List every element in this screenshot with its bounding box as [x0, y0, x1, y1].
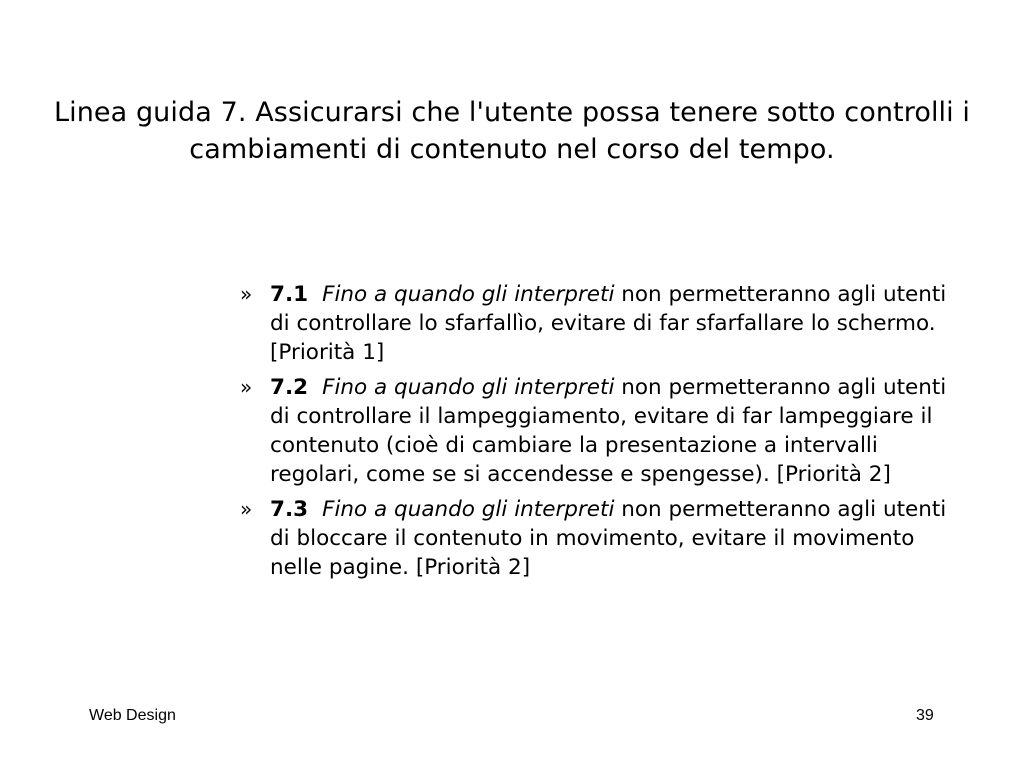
guideline-condition: Fino a quando gli interpreti [322, 282, 615, 307]
guideline-text: non permetteranno agli utenti di controllare lo sfarfallìo, evitare di far sfarfallare lo schermo.[Priorità 1] [270, 282, 947, 365]
guideline-list [240, 280, 970, 588]
guideline-number: 7.1 [270, 282, 309, 307]
guideline-item-7-1 [240, 280, 970, 367]
guideline-text: non permetteranno agli utenti di bloccare il contenuto in movimento, evitare il movimento nelle pagine. [Priorità 2] [270, 497, 947, 580]
slide-title: Linea guida 7. Assicurarsi che l'utente possa tenere sotto controlli i cambiamenti di contenuto nel corso del tempo. [53, 97, 971, 165]
page-number: 39 [916, 707, 934, 724]
bullet-marker: » [240, 375, 253, 399]
guideline-text: non permetteranno agli utenti di controllare il lampeggiamento, evitare di far lampeggiare il contenuto (cioè di cambiare la presentazione a intervalli regolari, come se si accendesse e spengesse). [Priorità 2] [270, 375, 947, 487]
guideline-number: 7.3 [270, 497, 309, 522]
guideline-item-7-3 [240, 495, 970, 582]
guideline-number: 7.2 [270, 375, 309, 400]
bullet-marker: » [240, 282, 253, 306]
guideline-condition: Fino a quando gli interpreti [322, 497, 615, 522]
footer-label: Web Design [89, 707, 176, 724]
bullet-marker: » [240, 497, 253, 521]
guideline-condition: Fino a quando gli interpreti [322, 375, 615, 400]
guideline-item-7-2 [240, 373, 970, 489]
